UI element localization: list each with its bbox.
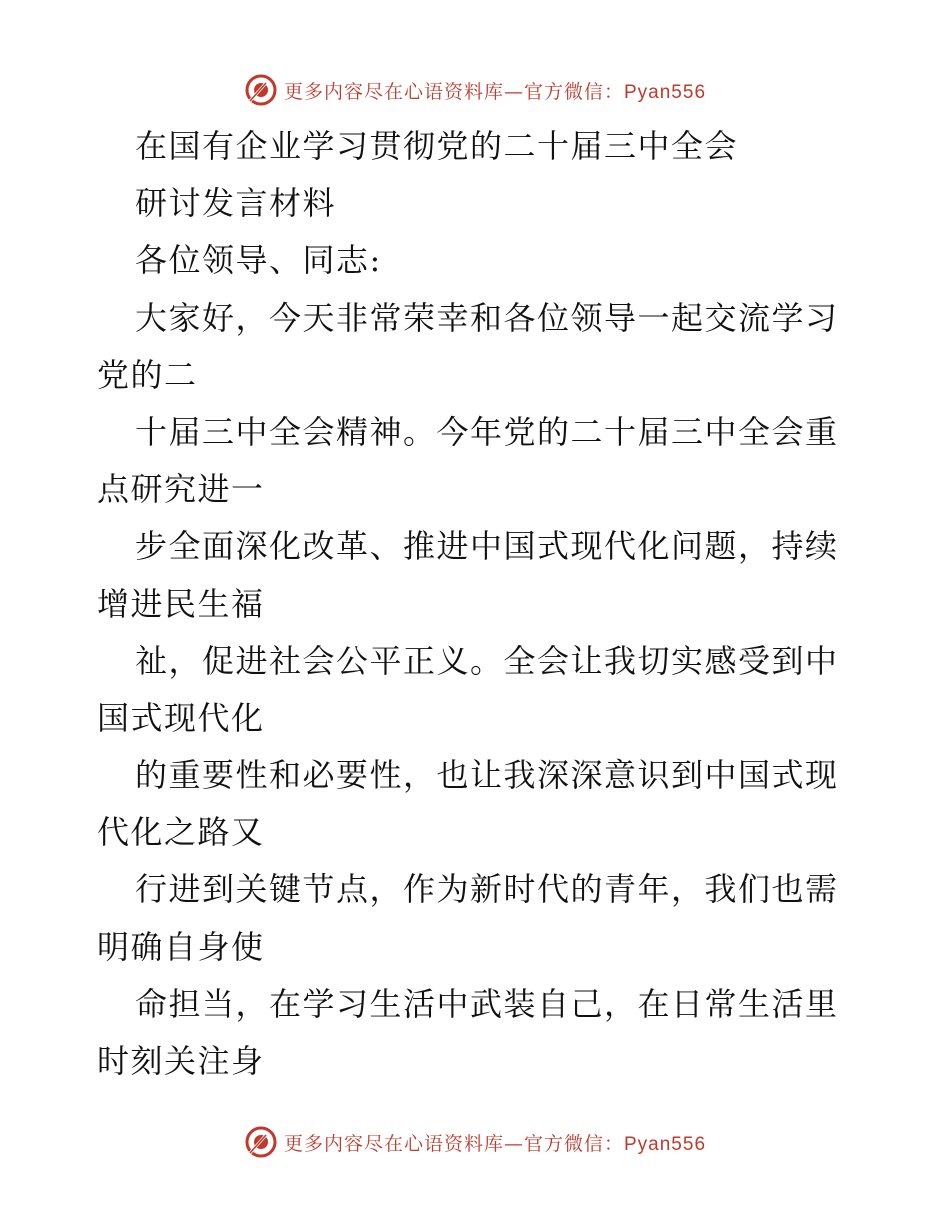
footer-watermark (0, 1122, 950, 1162)
watermark-text (284, 77, 706, 104)
watermark-text (284, 1129, 706, 1156)
body-line: 命担当，在学习生活中武装自己，在日常生活里 (135, 984, 839, 1023)
body-line: 大家好，今天非常荣幸和各位领导一起交流学习 (135, 298, 839, 337)
body-line: 步全面深化改革、推进中国式现代化问题，持续 (135, 527, 839, 566)
body-line: 点研究进一 (97, 470, 265, 509)
watermark-text-en: Pyan556 (624, 81, 707, 103)
body-line: 十届三中全会精神。今年党的二十届三中全会重 (135, 412, 839, 451)
document-body (97, 118, 857, 1090)
body-line: 增进民生福 (97, 584, 265, 623)
body-line: 的重要性和必要性，也让我深深意识到中国式现 (135, 756, 839, 795)
body-line: 行进到关键节点，作为新时代的青年，我们也需 (135, 870, 839, 909)
salutation-line: 各位领导、同志: (135, 241, 382, 280)
watermark-text-cn: 更多内容尽在心语资料库—官方微信： (283, 80, 624, 103)
body-line: 党的二 (97, 355, 198, 394)
body-line: 明确自身使 (97, 927, 265, 966)
brand-logo-icon (244, 1125, 278, 1159)
watermark-text-en: Pyan556 (624, 1133, 707, 1155)
body-line: 国式现代化 (97, 698, 265, 737)
doc-subtitle-line: 研讨发言材料 (135, 184, 337, 223)
body-line: 时刻关注身 (97, 1042, 265, 1080)
body-line: 代化之路又 (97, 813, 265, 852)
body-line: 祉，促进社会公平正义。全会让我切实感受到中 (135, 641, 839, 680)
brand-logo-icon (244, 73, 278, 107)
header-watermark (0, 70, 950, 110)
doc-title-line: 在国有企业学习贯彻党的二十届三中全会 (135, 127, 739, 165)
watermark-text-cn: 更多内容尽在心语资料库—官方微信： (283, 1132, 624, 1155)
